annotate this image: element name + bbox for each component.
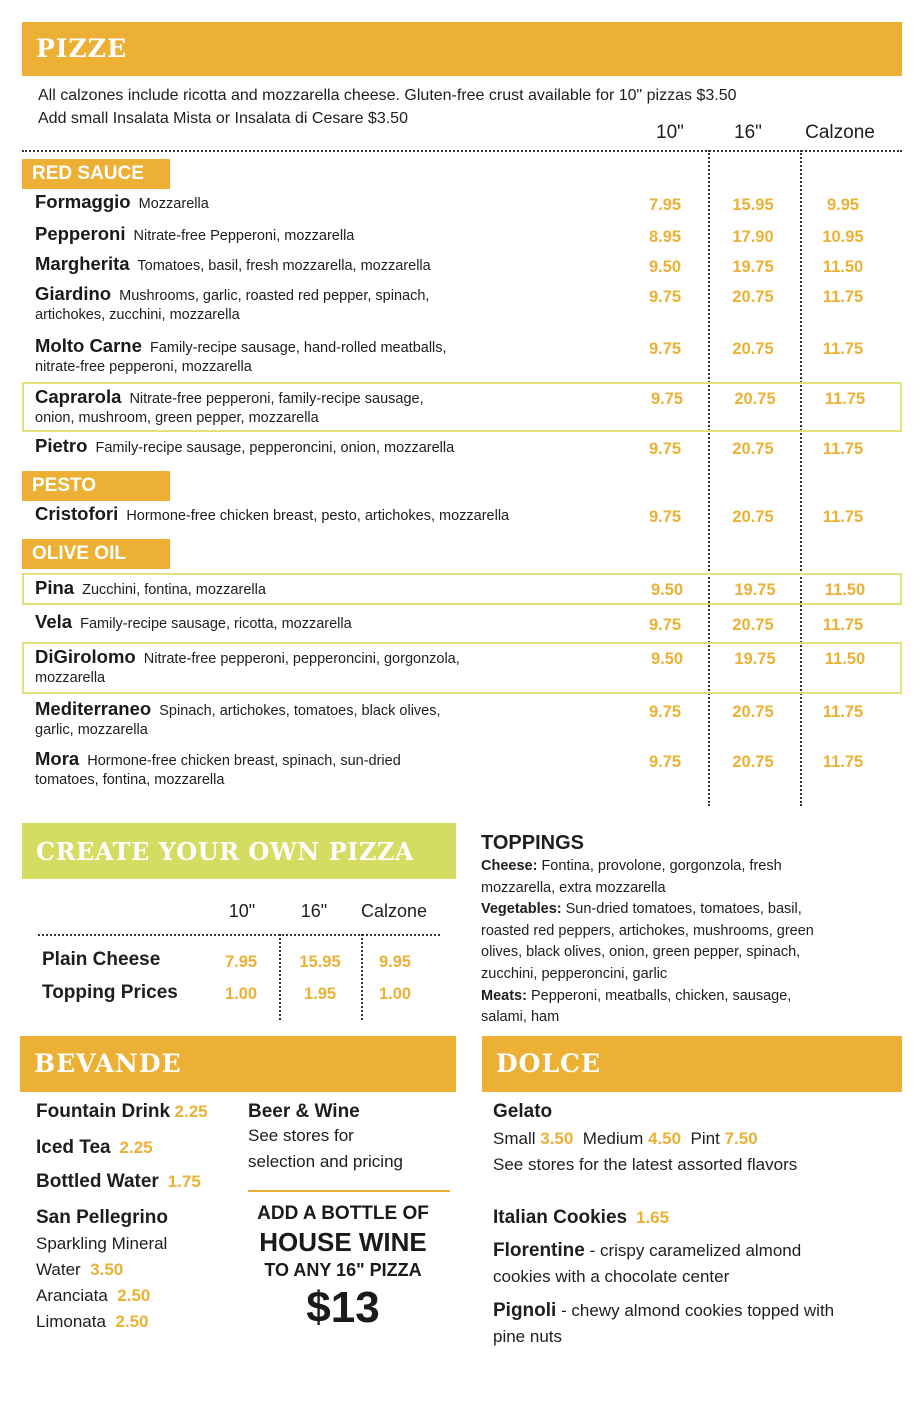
- menu-item-mora: [22, 749, 902, 793]
- dolce-header: [482, 1036, 902, 1092]
- plain-cheese-label: Plain Cheese: [42, 949, 161, 970]
- pizze-note-line1: All calzones include ricotta and mozzarella cheese. Gluten-free crust available for 10" pizzas $3.50: [38, 87, 737, 104]
- menu-item-pina: [22, 573, 902, 605]
- create-header: [22, 823, 456, 879]
- veg-label: Vegetables:: [481, 901, 562, 918]
- price-calzone: 11.75: [822, 753, 864, 771]
- item-name: Margherita: [35, 253, 130, 274]
- price-calzone: 11.50: [824, 581, 866, 599]
- plain-cheese-calzone: 9.95: [378, 953, 412, 971]
- price-10: 9.75: [648, 616, 682, 634]
- topping-prices-16: 1.95: [303, 985, 337, 1003]
- item-desc: Mozzarella: [138, 196, 209, 212]
- topping-prices-calzone: 1.00: [378, 985, 412, 1003]
- item-desc: Spinach, artichokes, tomatoes, black olives,: [159, 703, 441, 719]
- create-col-16: 16": [300, 901, 328, 921]
- price-10: 9.75: [648, 508, 682, 526]
- price-calzone: 11.75: [822, 440, 864, 458]
- toppings-title: TOPPINGS: [481, 832, 584, 854]
- gelato-small: Small: [493, 1129, 536, 1148]
- price-calzone: 11.75: [822, 616, 864, 634]
- gelato-pint: Pint: [690, 1129, 720, 1148]
- fountain-price: 2.25: [174, 1102, 208, 1121]
- create-column-divider-2: [361, 934, 363, 1020]
- toppings-list: [481, 856, 901, 1029]
- col-header-10: 10": [656, 122, 684, 143]
- item-desc: Family-recipe sausage, ricotta, mozzarella: [80, 616, 352, 632]
- italian-cookies-price: 1.65: [636, 1208, 670, 1227]
- menu-item-caprarola: [22, 382, 902, 432]
- item-desc-line2: tomatoes, fontina, mozzarella: [35, 772, 225, 788]
- price-10: 9.75: [648, 288, 682, 306]
- item-desc: Nitrate-free Pepperoni, mozzarella: [133, 228, 355, 244]
- price-calzone: 11.75: [822, 703, 864, 721]
- price-16: 19.75: [734, 581, 776, 599]
- header-divider: [22, 150, 902, 152]
- price-calzone: 11.50: [824, 650, 866, 668]
- price-16: 20.75: [732, 616, 774, 634]
- item-name: DiGirolomo: [35, 646, 136, 667]
- price-16: 20.75: [732, 753, 774, 771]
- price-10: 9.50: [650, 650, 684, 668]
- san-pellegrino: San Pellegrino: [36, 1207, 168, 1228]
- price-16: 15.95: [732, 196, 774, 214]
- price-10: 8.95: [648, 228, 682, 246]
- item-name: Mediterraneo: [35, 698, 152, 719]
- plain-cheese-16: 15.95: [299, 953, 341, 971]
- dolce-title: DOLCE: [496, 1049, 601, 1078]
- price-10: 9.75: [648, 753, 682, 771]
- price-10: 9.75: [648, 340, 682, 358]
- item-desc: Tomatoes, basil, fresh mozzarella, mozzarella: [137, 258, 431, 274]
- item-name: Cristofori: [35, 503, 119, 524]
- price-10: 9.50: [650, 581, 684, 599]
- price-16: 20.75: [734, 390, 776, 408]
- price-16: 20.75: [732, 288, 774, 306]
- promo-divider: [248, 1190, 450, 1192]
- beer-wine-line1: See stores for: [248, 1126, 354, 1145]
- menu-item-cristofori: [22, 504, 902, 530]
- price-16: 19.75: [734, 650, 776, 668]
- gelato-note: See stores for the latest assorted flavors: [493, 1155, 798, 1174]
- topping-prices-10: 1.00: [224, 985, 258, 1003]
- col-header-calzone: Calzone: [805, 122, 875, 143]
- pizze-header: [22, 22, 902, 76]
- item-desc-line2: garlic, mozzarella: [35, 722, 148, 738]
- item-desc: Nitrate-free pepperoni, pepperoncini, gorgonzola,: [143, 651, 460, 667]
- price-16: 20.75: [732, 340, 774, 358]
- item-desc: Family-recipe sausage, hand-rolled meatballs,: [149, 340, 447, 356]
- item-name: Formaggio: [35, 191, 131, 212]
- price-calzone: 11.75: [822, 288, 864, 306]
- price-calzone: 11.75: [824, 390, 866, 408]
- plain-cheese-10: 7.95: [224, 953, 258, 971]
- col-header-16: 16": [734, 122, 762, 143]
- item-name: Mora: [35, 748, 80, 769]
- pignoli-desc-line2: pine nuts: [493, 1327, 562, 1346]
- menu-item-giardino: [22, 284, 902, 328]
- florentine-desc-line2: cookies with a chocolate center: [493, 1267, 730, 1286]
- item-desc: Family-recipe sausage, pepperoncini, onion, mozzarella: [95, 440, 455, 456]
- topping-prices-label: Topping Prices: [42, 982, 178, 1003]
- item-desc: Hormone-free chicken breast, spinach, sun-dried: [87, 753, 401, 769]
- pignoli-desc-line1: - chewy almond cookies topped with: [556, 1301, 835, 1320]
- price-10: 9.75: [648, 703, 682, 721]
- promo-price: $13: [306, 1283, 380, 1332]
- item-desc-line2: mozzarella: [35, 670, 106, 686]
- cheese-label: Cheese:: [481, 858, 538, 874]
- iced-tea-price: 2.25: [119, 1138, 153, 1157]
- section-olive-oil: OLIVE OIL: [22, 539, 170, 569]
- veg-line3: olives, black olives, onion, green pepper, spinach,: [481, 944, 801, 961]
- beer-wine-title: Beer & Wine: [248, 1101, 360, 1122]
- italian-cookies: Italian Cookies: [493, 1207, 628, 1228]
- pizze-note-line2: Add small Insalata Mista or Insalata di Cesare $3.50: [38, 110, 408, 127]
- price-calzone: 9.95: [826, 196, 860, 214]
- bottled-water-price: 1.75: [167, 1172, 201, 1191]
- menu-item-mediterraneo: [22, 699, 902, 743]
- section-red-sauce: RED SAUCE: [22, 159, 170, 189]
- promo-line3: TO ANY 16" PIZZA: [264, 1260, 422, 1280]
- create-divider: [38, 934, 440, 936]
- fountain-drink: Fountain Drink: [36, 1101, 171, 1122]
- aranciata: Aranciata: [36, 1286, 108, 1305]
- item-desc: Zucchini, fontina, mozzarella: [82, 582, 266, 598]
- limonata-price: 2.50: [115, 1312, 149, 1331]
- meat-line1: Pepperoni, meatballs, chicken, sausage,: [530, 987, 792, 1004]
- gelato-medium-price: 4.50: [648, 1129, 682, 1148]
- menu-item-margherita: [22, 254, 902, 280]
- item-name: Pina: [35, 577, 75, 598]
- veg-line4: zucchini, pepperoncini, garlic: [481, 965, 668, 982]
- limonata: Limonata: [36, 1312, 106, 1331]
- price-calzone: 10.95: [822, 228, 864, 246]
- item-name: Vela: [35, 611, 73, 632]
- aranciata-price: 2.50: [117, 1286, 151, 1305]
- meat-label: Meats:: [481, 987, 527, 1004]
- price-calzone: 11.75: [822, 508, 864, 526]
- iced-tea: Iced Tea: [36, 1137, 111, 1158]
- meat-line2: salami, ham: [481, 1009, 560, 1026]
- beer-wine-block: [248, 1101, 450, 1175]
- bevande-title: BEVANDE: [34, 1049, 182, 1078]
- price-10: 9.75: [648, 440, 682, 458]
- menu-item-pepperoni: [22, 224, 902, 250]
- sparkling-price: 3.50: [90, 1260, 124, 1279]
- menu-item-digirolomo: [22, 642, 902, 694]
- item-name: Molto Carne: [35, 335, 142, 356]
- bottled-water: Bottled Water: [36, 1171, 159, 1192]
- promo-line2: HOUSE WINE: [259, 1227, 427, 1257]
- create-column-divider-1: [279, 934, 281, 1020]
- veg-line2: roasted red peppers, artichokes, mushrooms, green: [481, 922, 814, 939]
- create-col-calzone: Calzone: [360, 901, 428, 921]
- section-pesto: PESTO: [22, 471, 170, 501]
- sparkling-line1: Sparkling Mineral: [36, 1234, 168, 1253]
- item-name: Giardino: [35, 283, 112, 304]
- item-desc: Mushrooms, garlic, roasted red pepper, spinach,: [119, 288, 430, 304]
- gelato: Gelato: [493, 1101, 553, 1122]
- price-calzone: 11.50: [822, 258, 864, 276]
- price-16: 17.90: [732, 228, 774, 246]
- menu-item-vela: [22, 612, 902, 638]
- item-desc-line2: nitrate-free pepperoni, mozzarella: [35, 359, 252, 375]
- bevande-header: [20, 1036, 456, 1092]
- florentine: Florentine: [493, 1240, 585, 1261]
- price-10: 9.75: [650, 390, 684, 408]
- item-desc-line2: onion, mushroom, green pepper, mozzarella: [35, 410, 319, 426]
- gelato-medium: Medium: [582, 1129, 644, 1148]
- item-desc-line2: artichokes, zucchini, mozzarella: [35, 307, 240, 323]
- wine-promo: [242, 1202, 444, 1334]
- menu-item-pietro: [22, 436, 902, 462]
- promo-line1: ADD A BOTTLE OF: [257, 1203, 429, 1224]
- gelato-small-price: 3.50: [540, 1129, 574, 1148]
- cheese-line1: Fontina, provolone, gorgonzola, fresh: [541, 858, 782, 874]
- pizze-title: PIZZE: [36, 34, 128, 63]
- item-name: Caprarola: [35, 386, 122, 407]
- menu-item-molto-carne: [22, 336, 902, 380]
- gelato-pint-price: 7.50: [724, 1129, 758, 1148]
- veg-line1: Sun-dried tomatoes, tomatoes, basil,: [565, 901, 802, 918]
- item-desc: Nitrate-free pepperoni, family-recipe sausage,: [129, 391, 424, 407]
- create-col-10: 10": [228, 901, 256, 921]
- price-10: 9.50: [648, 258, 682, 276]
- price-10: 7.95: [648, 196, 682, 214]
- sparkling-line2: Water: [36, 1260, 81, 1279]
- menu-item-formaggio: [22, 192, 902, 218]
- cheese-line2: mozzarella, extra mozzarella: [481, 879, 666, 896]
- beer-wine-line2: selection and pricing: [248, 1152, 403, 1171]
- item-desc: Hormone-free chicken breast, pesto, artichokes, mozzarella: [126, 508, 510, 524]
- price-16: 20.75: [732, 508, 774, 526]
- pignoli: Pignoli: [493, 1300, 557, 1321]
- price-16: 20.75: [732, 703, 774, 721]
- price-16: 20.75: [732, 440, 774, 458]
- create-title: CREATE YOUR OWN PIZZA: [36, 837, 415, 866]
- price-16: 19.75: [732, 258, 774, 276]
- florentine-desc-line1: - crispy caramelized almond: [584, 1241, 802, 1260]
- item-name: Pietro: [35, 435, 88, 456]
- price-calzone: 11.75: [822, 340, 864, 358]
- item-name: Pepperoni: [35, 223, 126, 244]
